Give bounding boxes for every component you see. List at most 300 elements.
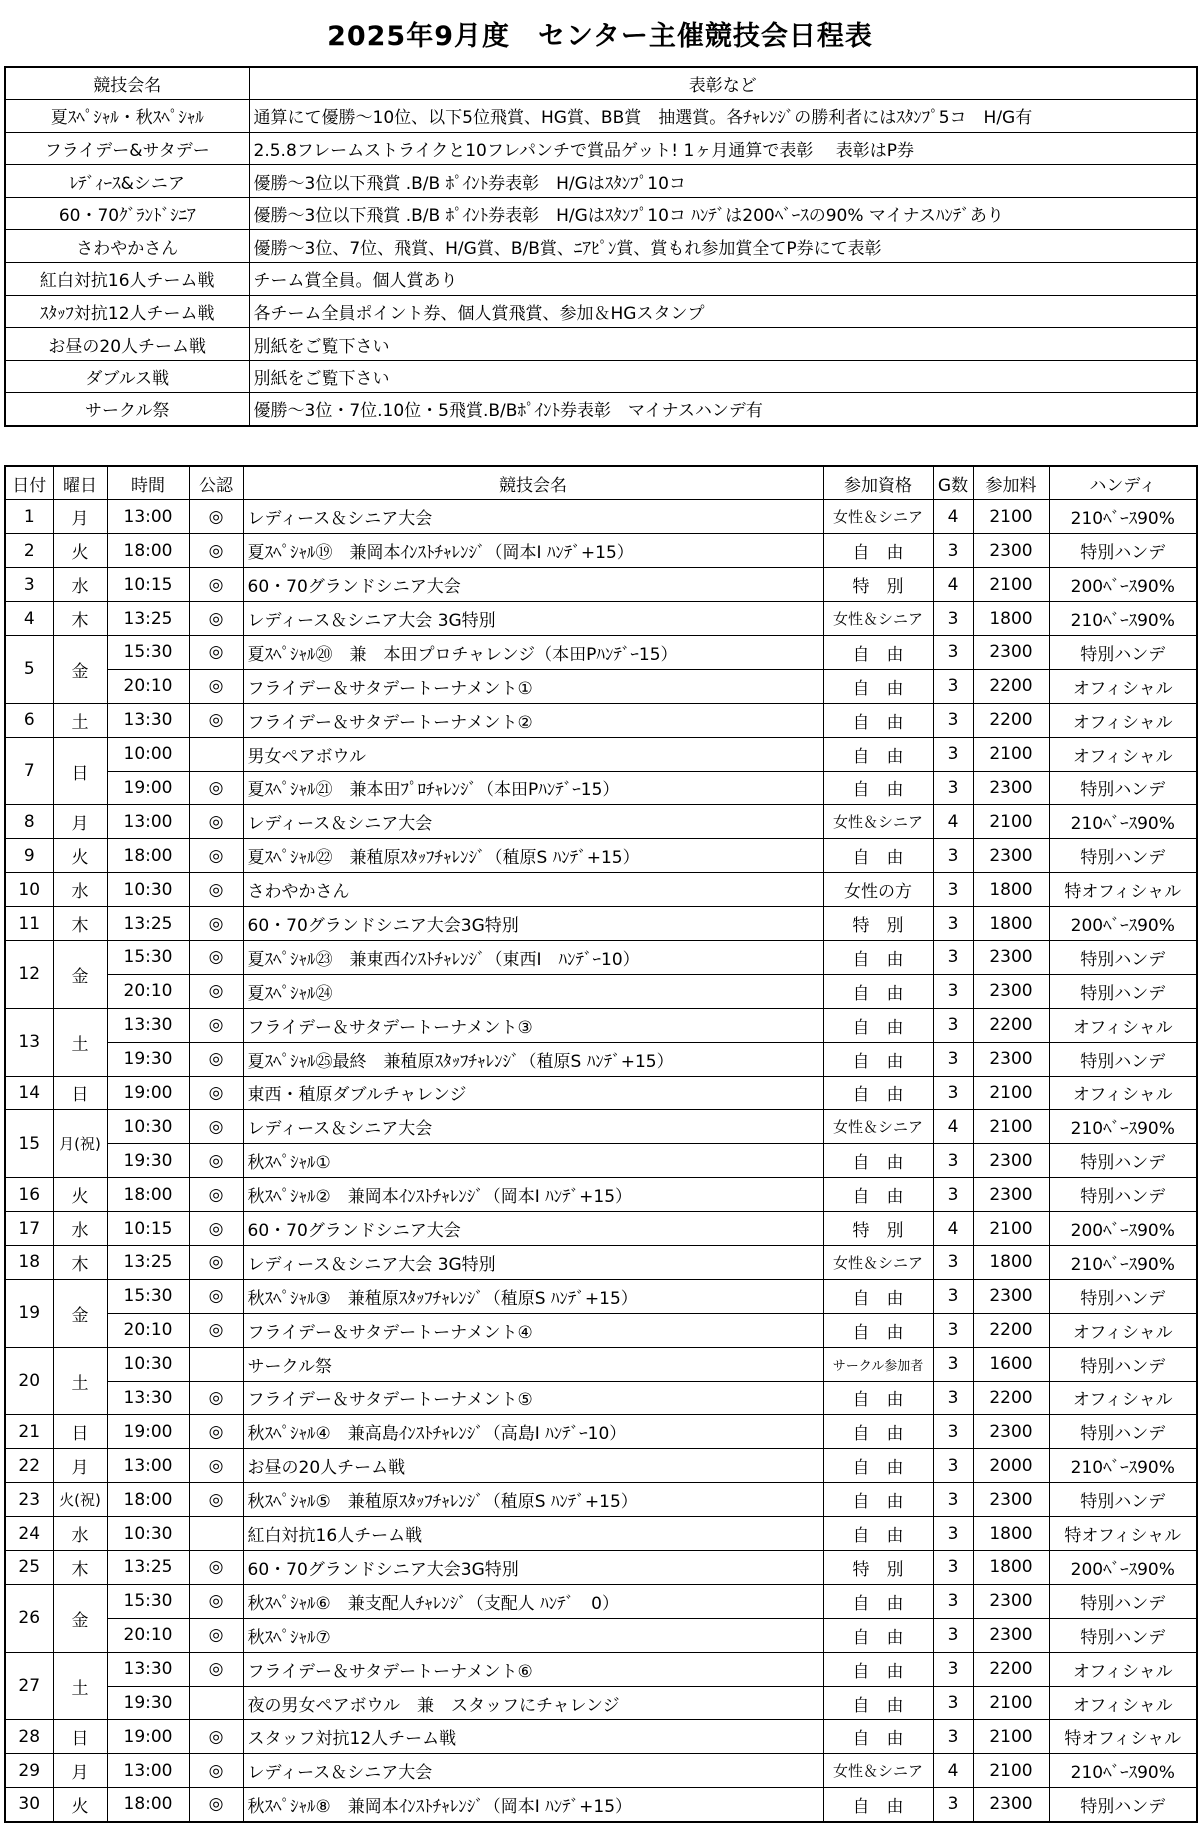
games-cell: 3 — [933, 635, 973, 669]
fee-cell: 2100 — [973, 1110, 1049, 1144]
fee-cell: 2300 — [973, 1042, 1049, 1076]
date-cell: 13 — [5, 1008, 53, 1076]
handicap-cell: オフィシャル — [1049, 1381, 1197, 1415]
date-cell: 20 — [5, 1347, 53, 1415]
event-name: さわやかさん — [243, 873, 823, 907]
event-name: 60・70グランドシニア大会3G特別 — [243, 907, 823, 941]
handicap-cell: オフィシャル — [1049, 1686, 1197, 1720]
dow-cell: 火 — [53, 534, 107, 568]
event-name: 夏ｽﾍﾟｼｬﾙ⑲ 兼岡本ｲﾝｽﾄﾁｬﾚﾝｼﾞ（岡本I ﾊﾝﾃﾞ+15） — [243, 534, 823, 568]
handicap-cell: 特オフィシャル — [1049, 1720, 1197, 1754]
time-cell: 10:15 — [107, 568, 189, 602]
schedule-row — [5, 1551, 1197, 1585]
games-cell: 3 — [933, 1347, 973, 1381]
event-name: 秋ｽﾍﾟｼｬﾙ⑦ — [243, 1618, 823, 1652]
official-mark: ◎ — [189, 1449, 243, 1483]
handicap-cell: 特オフィシャル — [1049, 873, 1197, 907]
fee-cell: 2300 — [973, 771, 1049, 805]
handicap-cell: オフィシャル — [1049, 1076, 1197, 1110]
schedule-row — [5, 1652, 1197, 1686]
games-cell: 3 — [933, 534, 973, 568]
fee-cell: 2100 — [973, 1754, 1049, 1788]
awards-header-name: 競技会名 — [5, 67, 249, 100]
schedule-row — [5, 1144, 1197, 1178]
event-name: 60・70グランドシニア大会 — [243, 568, 823, 602]
fee-cell: 1800 — [973, 1517, 1049, 1551]
schedule-row — [5, 907, 1197, 941]
games-cell: 3 — [933, 771, 973, 805]
official-mark: ◎ — [189, 1313, 243, 1347]
official-mark: ◎ — [189, 500, 243, 534]
dow-cell: 水 — [53, 1212, 107, 1246]
handicap-cell: オフィシャル — [1049, 737, 1197, 771]
schedule-row — [5, 1754, 1197, 1788]
schedule-row — [5, 1584, 1197, 1618]
handicap-cell: 210ﾍﾞｰｽ90% — [1049, 805, 1197, 839]
time-cell: 13:30 — [107, 1652, 189, 1686]
qualification-cell: 自 由 — [823, 1449, 933, 1483]
games-cell: 3 — [933, 1042, 973, 1076]
time-cell: 20:10 — [107, 669, 189, 703]
awards-row — [5, 165, 1197, 198]
time-cell: 19:30 — [107, 1144, 189, 1178]
time-cell: 15:30 — [107, 1584, 189, 1618]
schedule-row — [5, 602, 1197, 636]
time-cell: 18:00 — [107, 839, 189, 873]
schedule-row — [5, 500, 1197, 534]
awards-row — [5, 360, 1197, 393]
award-description: 2.5.8フレームストライクと10フレパンチで賞品ゲット! 1ヶ月通算で表彰 表彰はP券 — [249, 132, 1197, 165]
games-cell: 3 — [933, 1076, 973, 1110]
award-competition-name: サークル祭 — [5, 393, 249, 426]
fee-cell: 2300 — [973, 1618, 1049, 1652]
event-name: フライデー＆サタデートーナメント③ — [243, 1008, 823, 1042]
games-cell: 3 — [933, 907, 973, 941]
fee-cell: 2200 — [973, 669, 1049, 703]
dow-cell: 火(祝) — [53, 1483, 107, 1517]
fee-cell: 2200 — [973, 1313, 1049, 1347]
time-cell: 19:00 — [107, 771, 189, 805]
games-cell: 3 — [933, 703, 973, 737]
time-cell: 10:30 — [107, 873, 189, 907]
schedule-row — [5, 805, 1197, 839]
handicap-cell: オフィシャル — [1049, 703, 1197, 737]
schedule-row — [5, 1347, 1197, 1381]
time-cell: 10:15 — [107, 1212, 189, 1246]
games-cell: 4 — [933, 1110, 973, 1144]
fee-cell: 1800 — [973, 602, 1049, 636]
schedule-row — [5, 669, 1197, 703]
official-mark: ◎ — [189, 1652, 243, 1686]
qualification-cell: 自 由 — [823, 534, 933, 568]
qualification-cell: 自 由 — [823, 737, 933, 771]
official-mark: ◎ — [189, 1381, 243, 1415]
games-cell: 3 — [933, 1449, 973, 1483]
date-cell: 21 — [5, 1415, 53, 1449]
fee-cell: 2100 — [973, 1686, 1049, 1720]
time-cell: 18:00 — [107, 1483, 189, 1517]
award-competition-name: ｽﾀｯﾌ対抗12人チーム戦 — [5, 295, 249, 328]
time-cell: 20:10 — [107, 1313, 189, 1347]
dow-cell: 火 — [53, 1178, 107, 1212]
award-competition-name: 紅白対抗16人チーム戦 — [5, 263, 249, 296]
official-mark — [189, 737, 243, 771]
games-cell: 3 — [933, 1313, 973, 1347]
schedule-row — [5, 974, 1197, 1008]
handicap-cell: 特別ハンデ — [1049, 1279, 1197, 1313]
qualification-cell: 女性＆シニア — [823, 1245, 933, 1279]
time-cell: 10:30 — [107, 1517, 189, 1551]
date-cell: 14 — [5, 1076, 53, 1110]
awards-header-row — [5, 67, 1197, 100]
time-cell: 19:00 — [107, 1415, 189, 1449]
award-description: 別紙をご覧下さい — [249, 328, 1197, 361]
time-cell: 10:30 — [107, 1347, 189, 1381]
games-cell: 4 — [933, 568, 973, 602]
award-description: 優勝～3位以下飛賞 .B/B ﾎﾟｲﾝﾄ券表彰 H/Gはｽﾀﾝﾌﾟ10コ — [249, 165, 1197, 198]
event-name: 夏ｽﾍﾟｼｬﾙ㉑ 兼本田ﾌﾟﾛﾁｬﾚﾝｼﾞ（本田Pﾊﾝﾃﾞｰ15） — [243, 771, 823, 805]
games-cell: 3 — [933, 1686, 973, 1720]
event-name: 夏ｽﾍﾟｼｬﾙ㉒ 兼稙原ｽﾀｯﾌﾁｬﾚﾝｼﾞ（稙原S ﾊﾝﾃﾞ+15） — [243, 839, 823, 873]
fee-cell: 2000 — [973, 1449, 1049, 1483]
time-cell: 10:30 — [107, 1110, 189, 1144]
awards-table — [4, 66, 1198, 427]
date-cell: 12 — [5, 940, 53, 1008]
awards-row — [5, 393, 1197, 426]
award-description: 別紙をご覧下さい — [249, 360, 1197, 393]
date-cell: 2 — [5, 534, 53, 568]
awards-row — [5, 197, 1197, 230]
time-cell: 13:30 — [107, 1008, 189, 1042]
games-cell: 4 — [933, 805, 973, 839]
award-competition-name: お昼の20人チーム戦 — [5, 328, 249, 361]
schedule-row — [5, 703, 1197, 737]
official-mark: ◎ — [189, 1279, 243, 1313]
handicap-cell: 210ﾍﾞｰｽ90% — [1049, 1754, 1197, 1788]
fee-cell: 2100 — [973, 1720, 1049, 1754]
official-mark: ◎ — [189, 771, 243, 805]
fee-cell: 2200 — [973, 1381, 1049, 1415]
games-cell: 3 — [933, 940, 973, 974]
games-cell: 3 — [933, 1618, 973, 1652]
official-mark: ◎ — [189, 1212, 243, 1246]
qualification-cell: 自 由 — [823, 1381, 933, 1415]
event-name: レディース＆シニア大会 — [243, 1754, 823, 1788]
fee-cell: 2300 — [973, 1788, 1049, 1822]
page-title: 2025年9月度 センター主催競技会日程表 — [327, 21, 873, 52]
qualification-cell: 自 由 — [823, 1686, 933, 1720]
handicap-cell: 特別ハンデ — [1049, 1347, 1197, 1381]
time-cell: 13:00 — [107, 500, 189, 534]
qualification-cell: 自 由 — [823, 1279, 933, 1313]
awards-row — [5, 328, 1197, 361]
schedule-header-row — [5, 466, 1197, 500]
fee-cell: 2200 — [973, 1652, 1049, 1686]
qualification-cell: 自 由 — [823, 1618, 933, 1652]
fee-cell: 2200 — [973, 1008, 1049, 1042]
handicap-cell: 特別ハンデ — [1049, 974, 1197, 1008]
fee-cell: 2100 — [973, 805, 1049, 839]
handicap-cell: 210ﾍﾞｰｽ90% — [1049, 602, 1197, 636]
handicap-cell: 210ﾍﾞｰｽ90% — [1049, 1449, 1197, 1483]
fee-cell: 2300 — [973, 940, 1049, 974]
award-description: チーム賞全員。個人賞あり — [249, 263, 1197, 296]
award-competition-name: さわやかさん — [5, 230, 249, 263]
date-cell: 29 — [5, 1754, 53, 1788]
event-name: レディース＆シニア大会 3G特別 — [243, 602, 823, 636]
qualification-cell: 自 由 — [823, 1313, 933, 1347]
date-cell: 9 — [5, 839, 53, 873]
time-cell: 19:00 — [107, 1076, 189, 1110]
dow-cell: 金 — [53, 1584, 107, 1652]
official-mark: ◎ — [189, 669, 243, 703]
handicap-cell: 200ﾍﾞｰｽ90% — [1049, 907, 1197, 941]
time-cell: 13:25 — [107, 1551, 189, 1585]
event-name: 夏ｽﾍﾟｼｬﾙ㉕最終 兼稙原ｽﾀｯﾌﾁｬﾚﾝｼﾞ（稙原S ﾊﾝﾃﾞ+15） — [243, 1042, 823, 1076]
games-cell: 3 — [933, 839, 973, 873]
games-cell: 3 — [933, 974, 973, 1008]
schedule-row — [5, 771, 1197, 805]
dow-cell: 月 — [53, 500, 107, 534]
date-cell: 30 — [5, 1788, 53, 1822]
event-name: フライデー＆サタデートーナメント④ — [243, 1313, 823, 1347]
date-cell: 7 — [5, 737, 53, 805]
handicap-cell: 210ﾍﾞｰｽ90% — [1049, 500, 1197, 534]
date-cell: 1 — [5, 500, 53, 534]
award-competition-name: ダブルス戦 — [5, 360, 249, 393]
date-cell: 27 — [5, 1652, 53, 1720]
time-cell: 13:00 — [107, 1449, 189, 1483]
date-cell: 22 — [5, 1449, 53, 1483]
date-cell: 26 — [5, 1584, 53, 1652]
event-name: レディース＆シニア大会 — [243, 805, 823, 839]
qualification-cell: 自 由 — [823, 1008, 933, 1042]
schedule-row — [5, 1178, 1197, 1212]
dow-cell: 日 — [53, 1076, 107, 1110]
date-cell: 18 — [5, 1245, 53, 1279]
fee-cell: 1600 — [973, 1347, 1049, 1381]
schedule-row — [5, 1686, 1197, 1720]
fee-cell: 2300 — [973, 974, 1049, 1008]
fee-cell: 2300 — [973, 1415, 1049, 1449]
handicap-cell: 特別ハンデ — [1049, 839, 1197, 873]
games-cell: 3 — [933, 1415, 973, 1449]
qualification-cell: 女性＆シニア — [823, 805, 933, 839]
event-name: 東西・稙原ダブルチャレンジ — [243, 1076, 823, 1110]
games-cell: 3 — [933, 1584, 973, 1618]
awards-body — [5, 100, 1197, 426]
schedule-row — [5, 568, 1197, 602]
date-cell: 3 — [5, 568, 53, 602]
award-competition-name: 60・70ｸﾞﾗﾝﾄﾞｼﾆｱ — [5, 197, 249, 230]
event-name: 秋ｽﾍﾟｼｬﾙ① — [243, 1144, 823, 1178]
fee-cell: 1800 — [973, 873, 1049, 907]
fee-cell: 1800 — [973, 907, 1049, 941]
handicap-cell: 210ﾍﾞｰｽ90% — [1049, 1245, 1197, 1279]
event-name: 夏ｽﾍﾟｼｬﾙ㉓ 兼東西ｲﾝｽﾄﾁｬﾚﾝｼﾞ（東西I ﾊﾝﾃﾞｰ10） — [243, 940, 823, 974]
schedule-row — [5, 1076, 1197, 1110]
schedule-row — [5, 1212, 1197, 1246]
event-name: 男女ペアボウル — [243, 737, 823, 771]
games-cell: 4 — [933, 1212, 973, 1246]
handicap-cell: 特別ハンデ — [1049, 1178, 1197, 1212]
official-mark: ◎ — [189, 1551, 243, 1585]
date-cell: 4 — [5, 602, 53, 636]
official-mark: ◎ — [189, 1042, 243, 1076]
awards-row — [5, 100, 1197, 133]
awards-row — [5, 263, 1197, 296]
fee-cell: 2100 — [973, 1212, 1049, 1246]
games-cell: 3 — [933, 1144, 973, 1178]
award-description: 各チーム全員ポイント券、個人賞飛賞、参加＆HGスタンプ — [249, 295, 1197, 328]
header-official: 公認 — [189, 466, 243, 500]
schedule-row — [5, 1788, 1197, 1822]
time-cell: 13:25 — [107, 907, 189, 941]
date-cell: 15 — [5, 1110, 53, 1178]
handicap-cell: 200ﾍﾞｰｽ90% — [1049, 1212, 1197, 1246]
handicap-cell: 特別ハンデ — [1049, 635, 1197, 669]
time-cell: 18:00 — [107, 534, 189, 568]
schedule-row — [5, 635, 1197, 669]
time-cell: 15:30 — [107, 940, 189, 974]
event-name: 60・70グランドシニア大会3G特別 — [243, 1551, 823, 1585]
qualification-cell: 自 由 — [823, 1584, 933, 1618]
schedule-row — [5, 534, 1197, 568]
event-name: 夜の男女ペアボウル 兼 スタッフにチャレンジ — [243, 1686, 823, 1720]
schedule-table — [4, 465, 1198, 1823]
dow-cell: 土 — [53, 1008, 107, 1076]
date-cell: 25 — [5, 1551, 53, 1585]
official-mark: ◎ — [189, 534, 243, 568]
fee-cell: 2100 — [973, 568, 1049, 602]
qualification-cell: 自 由 — [823, 940, 933, 974]
event-name: フライデー＆サタデートーナメント① — [243, 669, 823, 703]
dow-cell: 水 — [53, 1517, 107, 1551]
fee-cell: 2100 — [973, 500, 1049, 534]
time-cell: 15:30 — [107, 1279, 189, 1313]
award-description: 優勝～3位以下飛賞 .B/B ﾎﾟｲﾝﾄ券表彰 H/Gはｽﾀﾝﾌﾟ10コ ﾊﾝﾃﾞは200ﾍﾞｰｽの90% マイナスﾊﾝﾃﾞあり — [249, 197, 1197, 230]
official-mark: ◎ — [189, 1720, 243, 1754]
qualification-cell: 自 由 — [823, 1788, 933, 1822]
qualification-cell: 自 由 — [823, 1720, 933, 1754]
games-cell: 3 — [933, 737, 973, 771]
event-name: お昼の20人チーム戦 — [243, 1449, 823, 1483]
time-cell: 19:00 — [107, 1720, 189, 1754]
games-cell: 4 — [933, 1754, 973, 1788]
qualification-cell: 特 別 — [823, 1212, 933, 1246]
schedule-body — [5, 500, 1197, 1822]
qualification-cell: 女性＆シニア — [823, 602, 933, 636]
dow-cell: 月 — [53, 1449, 107, 1483]
official-mark: ◎ — [189, 568, 243, 602]
dow-cell: 月 — [53, 805, 107, 839]
date-cell: 17 — [5, 1212, 53, 1246]
date-cell: 8 — [5, 805, 53, 839]
qualification-cell: 自 由 — [823, 1076, 933, 1110]
handicap-cell: 特別ハンデ — [1049, 534, 1197, 568]
qualification-cell: 自 由 — [823, 1517, 933, 1551]
qualification-cell: 自 由 — [823, 1415, 933, 1449]
dow-cell: 土 — [53, 1652, 107, 1720]
event-name: サークル祭 — [243, 1347, 823, 1381]
date-cell: 11 — [5, 907, 53, 941]
fee-cell: 2300 — [973, 1584, 1049, 1618]
games-cell: 3 — [933, 1652, 973, 1686]
awards-header-desc: 表彰など — [249, 67, 1197, 100]
games-cell: 4 — [933, 500, 973, 534]
games-cell: 3 — [933, 1008, 973, 1042]
official-mark: ◎ — [189, 974, 243, 1008]
qualification-cell: 自 由 — [823, 1178, 933, 1212]
schedule-row — [5, 1245, 1197, 1279]
dow-cell: 木 — [53, 1245, 107, 1279]
schedule-row — [5, 737, 1197, 771]
qualification-cell: 特 別 — [823, 568, 933, 602]
event-name: 秋ｽﾍﾟｼｬﾙ⑧ 兼岡本ｲﾝｽﾄﾁｬﾚﾝｼﾞ（岡本I ﾊﾝﾃﾞ+15） — [243, 1788, 823, 1822]
qualification-cell: 自 由 — [823, 703, 933, 737]
official-mark: ◎ — [189, 873, 243, 907]
schedule-row — [5, 1313, 1197, 1347]
qualification-cell: 特 別 — [823, 1551, 933, 1585]
handicap-cell: オフィシャル — [1049, 1313, 1197, 1347]
dow-cell: 月(祝) — [53, 1110, 107, 1178]
event-name: 秋ｽﾍﾟｼｬﾙ⑤ 兼稙原ｽﾀｯﾌﾁｬﾚﾝｼﾞ（稙原S ﾊﾝﾃﾞ+15） — [243, 1483, 823, 1517]
official-mark: ◎ — [189, 1415, 243, 1449]
dow-cell: 火 — [53, 839, 107, 873]
handicap-cell: オフィシャル — [1049, 1008, 1197, 1042]
dow-cell: 日 — [53, 737, 107, 805]
dow-cell: 木 — [53, 602, 107, 636]
official-mark — [189, 1347, 243, 1381]
qualification-cell: 自 由 — [823, 1144, 933, 1178]
dow-cell: 金 — [53, 635, 107, 703]
qualification-cell: 自 由 — [823, 635, 933, 669]
header-time: 時間 — [107, 466, 189, 500]
time-cell: 13:30 — [107, 1381, 189, 1415]
schedule-row — [5, 1279, 1197, 1313]
qualification-cell: 自 由 — [823, 974, 933, 1008]
games-cell: 3 — [933, 1279, 973, 1313]
handicap-cell: 特別ハンデ — [1049, 1042, 1197, 1076]
official-mark: ◎ — [189, 635, 243, 669]
award-competition-name: 夏ｽﾍﾟｼｬﾙ・秋ｽﾍﾟｼｬﾙ — [5, 100, 249, 133]
handicap-cell: 特別ハンデ — [1049, 1144, 1197, 1178]
fee-cell: 2300 — [973, 534, 1049, 568]
fee-cell: 2200 — [973, 703, 1049, 737]
award-description: 優勝～3位、7位、飛賞、H/G賞、B/B賞、ﾆｱﾋﾟﾝ賞、賞もれ参加賞全てP券にて表彰 — [249, 230, 1197, 263]
games-cell: 3 — [933, 1381, 973, 1415]
qualification-cell: 女性＆シニア — [823, 500, 933, 534]
schedule-row — [5, 1042, 1197, 1076]
dow-cell: 木 — [53, 1551, 107, 1585]
official-mark: ◎ — [189, 1008, 243, 1042]
handicap-cell: 特別ハンデ — [1049, 1584, 1197, 1618]
time-cell: 10:00 — [107, 737, 189, 771]
dow-cell: 土 — [53, 703, 107, 737]
time-cell: 20:10 — [107, 1618, 189, 1652]
event-name: 紅白対抗16人チーム戦 — [243, 1517, 823, 1551]
event-name: レディース＆シニア大会 3G特別 — [243, 1245, 823, 1279]
awards-row — [5, 230, 1197, 263]
qualification-cell: 自 由 — [823, 771, 933, 805]
games-cell: 3 — [933, 1178, 973, 1212]
official-mark: ◎ — [189, 602, 243, 636]
games-cell: 3 — [933, 669, 973, 703]
games-cell: 3 — [933, 1517, 973, 1551]
fee-cell: 2300 — [973, 1178, 1049, 1212]
fee-cell: 2100 — [973, 737, 1049, 771]
event-name: 秋ｽﾍﾟｼｬﾙ② 兼岡本ｲﾝｽﾄﾁｬﾚﾝｼﾞ（岡本I ﾊﾝﾃﾞ+15） — [243, 1178, 823, 1212]
